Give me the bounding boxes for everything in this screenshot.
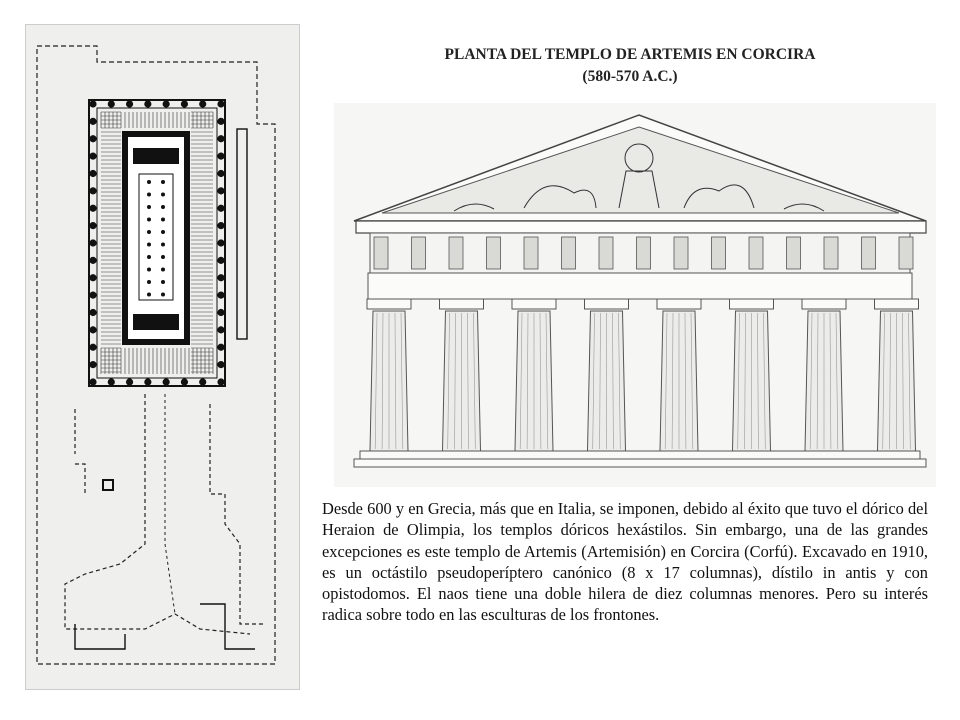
plan-column <box>217 257 224 264</box>
plan-column <box>89 135 96 142</box>
triglyph <box>899 237 913 269</box>
plan-column <box>144 378 151 385</box>
title-line-1: PLANTA DEL TEMPLO DE ARTEMIS EN CORCIRA <box>444 46 816 63</box>
naos-column <box>161 230 165 234</box>
plan-column <box>199 378 206 385</box>
plan-column <box>89 222 96 229</box>
triglyph <box>412 237 426 269</box>
plan-column <box>217 274 224 281</box>
naos-column <box>147 193 151 197</box>
column-capital <box>440 299 484 309</box>
triglyph <box>637 237 651 269</box>
naos-column <box>147 293 151 297</box>
plan-column <box>89 205 96 212</box>
plan-column <box>217 361 224 368</box>
column-capital <box>512 299 556 309</box>
naos-column <box>161 280 165 284</box>
column-capital <box>585 299 629 309</box>
naos-column <box>147 230 151 234</box>
triglyph <box>712 237 726 269</box>
plan-column <box>181 378 188 385</box>
naos-column <box>161 268 165 272</box>
page-title <box>330 44 930 88</box>
triglyph <box>824 237 838 269</box>
temple-floor-plan <box>25 24 300 690</box>
naos-column <box>161 243 165 247</box>
naos-column <box>147 268 151 272</box>
plan-column <box>217 326 224 333</box>
title-line-2: (580-570 A.C.) <box>582 68 678 85</box>
column-capital <box>730 299 774 309</box>
plan-column <box>126 100 133 107</box>
naos-column <box>161 218 165 222</box>
triglyph <box>562 237 576 269</box>
plan-column <box>199 100 206 107</box>
naos-column <box>161 293 165 297</box>
plan-column <box>89 100 96 107</box>
plan-column <box>217 378 224 385</box>
plan-column <box>89 344 96 351</box>
naos-column <box>147 180 151 184</box>
column-capital <box>875 299 919 309</box>
naos-column <box>147 255 151 259</box>
triglyph <box>787 237 801 269</box>
plan-column <box>89 187 96 194</box>
naos-column <box>147 280 151 284</box>
plan-column <box>144 100 151 107</box>
description-paragraph: Desde 600 y en Grecia, más que en Italia, se imponen, debido al éxito que tuvo el dórico del Heraion de Olimpia, los templos dóricos hexástilos. Sin embargo, una de las grandes excepciones es este templo de Artemis (Artemisión) en Corcira (Corfú). Excavado en 1910, es un octástilo pseudoperíptero canónico (8 x 17 columnas), dístilo in antis y con opistodomos. El naos tiene una doble hilera de diez columnas menores. Pero su interés radica sobre todo en las esculturas de los frontones. <box>322 499 928 625</box>
plan-column <box>217 118 224 125</box>
plan-column <box>126 378 133 385</box>
plan-column <box>89 326 96 333</box>
triglyph <box>374 237 388 269</box>
plan-column <box>217 205 224 212</box>
plan-column <box>217 170 224 177</box>
plan-column <box>217 187 224 194</box>
plan-column <box>89 361 96 368</box>
column-capital <box>367 299 411 309</box>
plan-column <box>108 378 115 385</box>
plan-column <box>89 257 96 264</box>
plan-column <box>89 118 96 125</box>
plan-column <box>89 309 96 316</box>
triglyph <box>674 237 688 269</box>
column-capital <box>657 299 701 309</box>
plan-column <box>217 100 224 107</box>
plan-column <box>89 378 96 385</box>
plan-column <box>217 344 224 351</box>
triglyph <box>487 237 501 269</box>
naos-column <box>147 205 151 209</box>
plan-column <box>217 239 224 246</box>
triglyph <box>599 237 613 269</box>
plan-column <box>89 170 96 177</box>
plan-column <box>217 309 224 316</box>
plan-column <box>163 378 170 385</box>
plan-column <box>163 100 170 107</box>
plan-column <box>181 100 188 107</box>
triglyph <box>862 237 876 269</box>
triglyph <box>524 237 538 269</box>
naos-column <box>161 205 165 209</box>
plan-column <box>108 100 115 107</box>
plan-column <box>89 274 96 281</box>
plan-column <box>89 292 96 299</box>
naos-column <box>147 218 151 222</box>
naos-column <box>147 243 151 247</box>
naos-column <box>161 255 165 259</box>
plan-column <box>89 239 96 246</box>
triglyph <box>449 237 463 269</box>
plan-column <box>217 222 224 229</box>
naos-column <box>161 193 165 197</box>
temple-elevation-drawing <box>334 103 936 487</box>
plan-column <box>217 135 224 142</box>
column-capital <box>802 299 846 309</box>
plan-column <box>217 153 224 160</box>
naos-column <box>161 180 165 184</box>
plan-column <box>89 153 96 160</box>
plan-column <box>217 292 224 299</box>
triglyph <box>749 237 763 269</box>
